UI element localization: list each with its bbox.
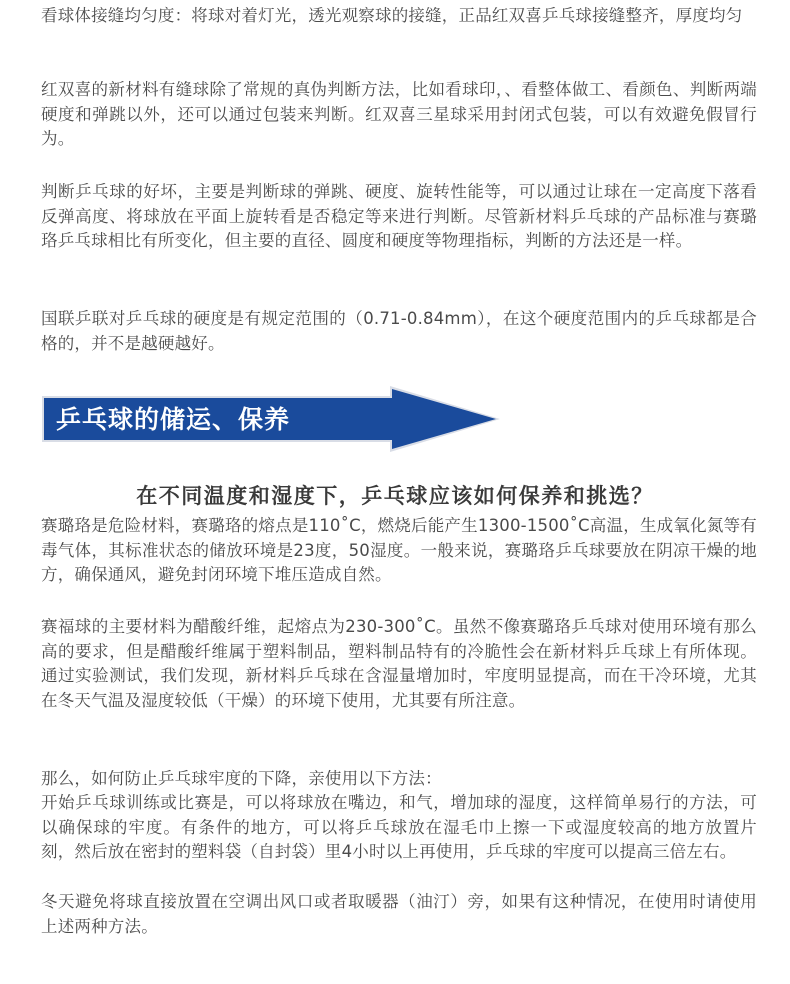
paragraph-methods-intro: 那么，如何防止乒乓球牢度的下降，亲使用以下方法：	[41, 769, 442, 788]
paragraph-humidify-method: 开始乒乓球训练或比赛是，可以将球放在嘴边，和气，增加球的湿度，这样简单易行的方法，可以确保球的牢度。有条件的地方，可以将乒乓球放在湿毛巾上擦一下或湿度较高的地方放置片刻，然后放在密封的塑料袋（自封袋）里4小时以上再使用，乒乓球的牢度可以提高三倍左右。	[41, 793, 757, 861]
banner-title: 乒乓球的储运、保养	[56, 405, 291, 434]
paragraph-celluloid-storage: 赛璐珞是危险材料，赛璐珞的熔点是110˚C，燃烧后能产生1300-1500˚C高温，生成氧化氮等有毒气体，其标准状态的储放环境是23度，50湿度。一般来说，赛璐珞乒乓球要放在阴凉干燥的地方，确保通风，避免封闭环境下堆压造成自然。	[41, 516, 757, 584]
paragraph-seam-inspection: 看球体接缝均匀度：将球对着灯光，透光观察球的接缝，正品红双喜乒乓球接缝整齐，厚度均匀	[41, 6, 743, 25]
section-subheading: 在不同温度和湿度下，乒乓球应该如何保养和挑选？	[136, 484, 654, 508]
paragraph-hardness-standard: 国联乒联对乒乓球的硬度是有规定范围的（0.71-0.84mm），在这个硬度范围内的乒乓球都是合格的，并不是越硬越好。	[41, 309, 757, 353]
paragraph-quality-judgement: 判断乒乓球的好坏，主要是判断球的弹跳、硬度、旋转性能等，可以通过让球在一定高度下落看反弹高度、将球放在平面上旋转看是否稳定等来进行判断。尽管新材料乒乓球的产品标准与赛璐珞乒乓球相比有所变化，但主要的直径、圆度和硬度等物理指标，判断的方法还是一样。	[41, 182, 757, 250]
paragraph-authenticity-check: 红双喜的新材料有缝球除了常规的真伪判断方法，比如看球印，、看整体做工、看颜色、判断两端硬度和弹跳以外，还可以通过包装来判断。红双喜三星球采用封闭式包装，可以有效避免假冒行为。	[41, 80, 757, 148]
paragraph-acetate-material: 赛福球的主要材料为醋酸纤维，起熔点为230-300˚C。虽然不像赛璐珞乒乓球对使用环境有那么高的要求，但是醋酸纤维属于塑料制品，塑料制品特有的冷脆性会在新材料乒乓球上有所体现。通过实验测试，我们发现，新材料乒乓球在含湿量增加时，牢度明显提高，而在干冷环境，尤其在冬天气温及湿度较低（干燥）的环境下使用，尤其要有所注意。	[41, 617, 757, 710]
paragraph-winter-advice: 冬天避免将球直接放置在空调出风口或者取暖器（油汀）旁，如果有这种情况，在使用时请使用上述两种方法。	[41, 892, 757, 936]
section-banner	[40, 384, 502, 454]
